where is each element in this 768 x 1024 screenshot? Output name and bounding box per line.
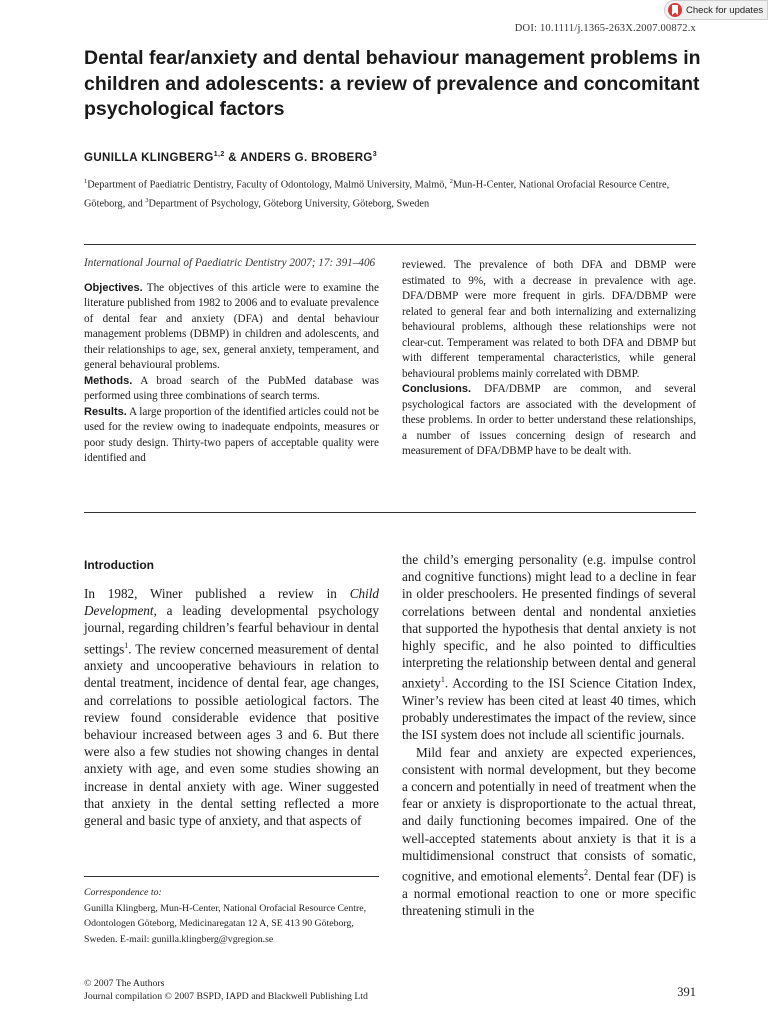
- page-number: 391: [677, 985, 696, 999]
- citation-ref: 1: [124, 640, 129, 650]
- journal-name: Child Development: [84, 586, 379, 619]
- correspondence-text: Gunilla Klingberg, Mun-H-Center, National Orofacial Resource Centre, Odontologen Göteborg, Medicinaregatan 12 A, SE 413 90 Göteborg, Sweden. E-mail: gunilla.klingberg@vgregion.se: [84, 902, 367, 945]
- results-label: Results.: [84, 405, 127, 418]
- correspondence-label: Correspondence to:: [84, 887, 162, 898]
- affil-mark-3: 3: [145, 197, 149, 205]
- copyright-line-2: Journal compilation © 2007 BSPD, IAPD and Blackwell Publishing Ltd: [84, 991, 368, 1002]
- check-updates-icon: [668, 3, 682, 17]
- affil-mark-2: 2: [449, 178, 453, 185]
- author-2-affil-marks: 3: [372, 151, 378, 158]
- conclusions-label: Conclusions.: [402, 383, 472, 395]
- results-text-left: A large proportion of the identified articles could not be used for the review owing to inadequate endpoints, measures or poor study design. Thirty-two papers of acceptable quality were identified and: [84, 405, 379, 464]
- citation-ref: 1: [440, 675, 445, 685]
- introduction-left-column: [84, 585, 379, 829]
- author-1: GUNILLA KLINGBERG: [84, 151, 214, 164]
- introduction-paragraph-continued: [402, 551, 696, 744]
- intro-right-text-a: the child’s emerging personality (e.g. impulse control and cognitive functions) might lead to a decline in fear in older preschoolers. He presented findings of several correlations between dental and nondental anxieties that supported the hypothesis that dental anxiety is not highly specific, and he also pointed to difficulties interpreting the relationship between dental and general anxiety: [402, 552, 696, 691]
- affiliation-3: Department of Psychology, Göteborg University, Göteborg, Sweden: [148, 198, 430, 210]
- affil-mark-1: 1: [84, 178, 88, 185]
- affiliation-2: Mun-H-Center, National Orofacial Resource Centre, Göteborg, and: [84, 179, 670, 210]
- intro-right-text-c: Mild fear and anxiety are expected experiences, consistent with normal development, but they become a concern and potentially in need of treatment when the fear or anxiety is disproportionate to the actual threat, and daily functioning becomes impaired. One of the well-accepted statements about anxiety is that it is a multidimensional construct that consists of somatic, cognitive, and emotional elements: [402, 744, 696, 884]
- conclusions-text: DFA/DBMP are common, and several psychological factors are associated with the development of these problems. In order to better understand these relationships, a number of issues concerning design of research and measurement of DFA/DBMP have to be dealt with.: [402, 383, 696, 457]
- affiliation-1: Department of Paediatric Dentistry, Faculty of Odontology, Malmö University, Malmö,: [87, 179, 450, 191]
- introduction-paragraph-1: [84, 585, 379, 829]
- introduction-heading: Introduction: [84, 558, 154, 572]
- intro-text-c: . The review concerned measurement of dental anxiety and uncooperative behaviours in relation to dental treatment, incidence of dental fear, age changes, and correlations to possible aetiological factors. The review found considerable evidence that positive behaviour increased between ages 3 and 6. But there were also a few studies not showing changes in dental anxiety with age, and even some studies showing an increase in dental anxiety with age. Winer suggested that anxiety in the dental setting reflected a more general and basic type of anxiety, and that aspects of: [84, 641, 379, 829]
- intro-right-text-d: . Dental fear (DF) is a normal emotional reaction to one or more specific threatening stimuli in the: [402, 868, 696, 918]
- objectives-label: Objectives.: [84, 281, 143, 294]
- abstract-top-rule: [84, 244, 696, 245]
- author-separator: &: [224, 151, 241, 164]
- copyright-footer: [84, 977, 368, 1003]
- correspondence-rule: [84, 876, 379, 877]
- correspondence-block: [84, 885, 379, 947]
- abstract-left-column: [84, 256, 379, 467]
- methods-text: A broad search of the PubMed database was performed using three combinations of search terms.: [84, 374, 379, 402]
- author-list: [84, 151, 377, 164]
- intro-text-b: , a leading developmental psychology journal, regarding children’s fearful behaviour in dental settings: [84, 603, 379, 656]
- check-for-updates-label: Check for updates: [686, 4, 764, 16]
- check-for-updates-badge[interactable]: [664, 0, 768, 20]
- abstract-methods: [84, 374, 379, 405]
- introduction-paragraph-2: [402, 744, 696, 919]
- introduction-right-column: [402, 551, 696, 919]
- doi: DOI: 10.1111/j.1365-263X.2007.00872.x: [514, 23, 696, 34]
- affiliations: [84, 174, 699, 213]
- article-title: Dental fear/anxiety and dental behaviour management problems in children and adolescents: a review of prevalence and concomitant psychological factors: [84, 47, 701, 120]
- objectives-text: The objectives of this article were to examine the literature published from 1982 to 2006 and to evaluate prevalence of dental fear and anxiety (DFA) and dental behaviour management problems (DBMP) in children and adolescents, and their relationships to age, sex, general anxiety, temperament, and general behavioural problems.: [84, 281, 379, 371]
- intro-right-text-b: . According to the ISI Science Citation Index, Winer’s review has been cited at least 40 times, which probably underestimates the impact of the review, since the ISI system does not include all scientific journals.: [402, 675, 696, 743]
- author-2: ANDERS G. BROBERG: [240, 151, 373, 164]
- journal-reference: International Journal of Paediatric Dentistry 2007; 17: 391–406: [84, 257, 376, 269]
- intro-text-a: In 1982, Winer published a review in: [84, 586, 350, 601]
- author-1-affil-marks: 1,2: [213, 151, 225, 158]
- abstract-objectives: [84, 281, 379, 374]
- citation-ref: 2: [584, 868, 588, 878]
- results-text-right: reviewed. The prevalence of both DFA and DBMP were estimated to 9%, with a decrease in prevalence with age. DFA/DBMP were more frequent in girls. DFA/DBMP were related to general fear and both internalizing and externalizing behavioural problems, although these relationships were not clear-cut. Temperament was related to both DFA and DBMP but with different temperamental characteristics, while general behavioural problems mainly correlated with DBMP.: [402, 259, 696, 380]
- abstract-bottom-rule: [84, 512, 696, 513]
- methods-label: Methods.: [84, 374, 133, 387]
- copyright-line-1: © 2007 The Authors: [84, 978, 165, 989]
- abstract-results: [84, 405, 379, 467]
- abstract-conclusions: [402, 382, 696, 460]
- abstract-right-column: [402, 258, 696, 460]
